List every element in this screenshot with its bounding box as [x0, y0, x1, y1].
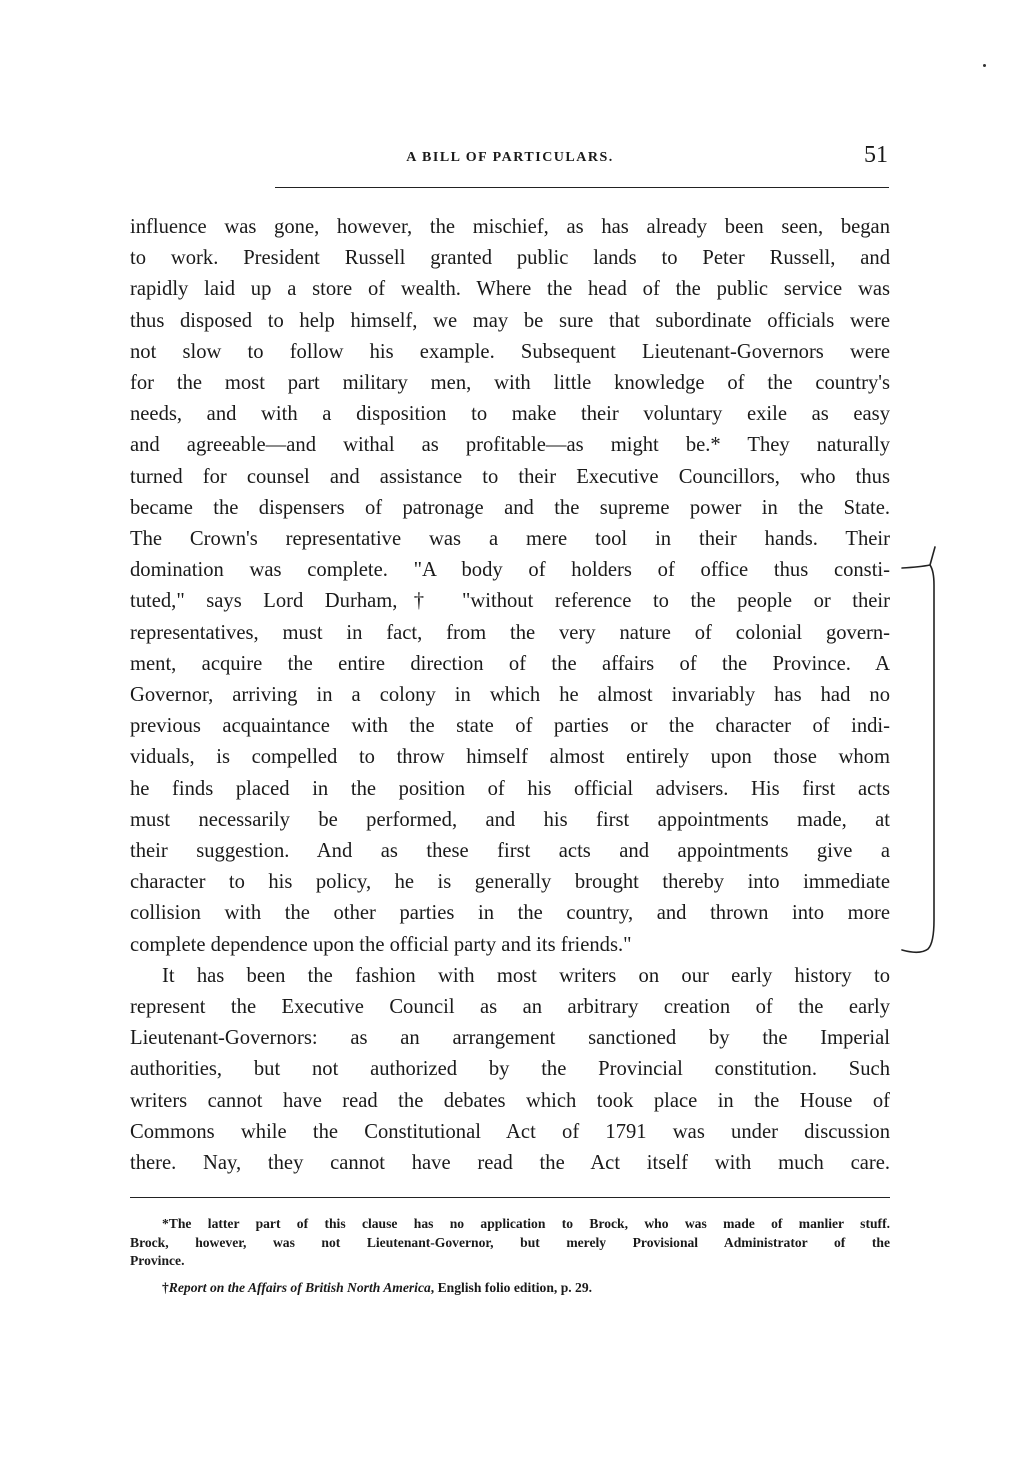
text-line: there. Nay, they cannot have read the Act itself with much care. [130, 1152, 890, 1175]
footnote-rule [130, 1197, 890, 1198]
text-line: Lieutenant-Governors: as an arrangement sanctioned by the Imperial [130, 1027, 890, 1050]
text-line: previous acquaintance with the state of parties or the character of indi- [130, 715, 890, 738]
text-line: authorities, but not authorized by the Provincial constitution. Such [130, 1058, 890, 1081]
text-line: influence was gone, however, the mischief, as has already been seen, began [130, 216, 890, 238]
ink-speck [983, 64, 986, 67]
text-line: their suggestion. And as these first acts and appointments give a [130, 840, 890, 863]
text-line: became the dispensers of patronage and the supreme power in the State. [130, 496, 890, 519]
text-line: represent the Executive Council as an arbitrary creation of the early [130, 996, 890, 1019]
text-line: writers cannot have read the debates which took place in the House of [130, 1089, 890, 1112]
text-line: Commons while the Constitutional Act of 1791 was under discussion [130, 1120, 890, 1143]
text-line: character to his policy, he is generally brought thereby into immediate [130, 871, 890, 894]
paragraph-start-line: It has been the fashion with most writers on our early history to [162, 964, 890, 987]
text-line: to work. President Russell granted public lands to Peter Russell, and [130, 247, 890, 270]
cited-work-title: Report on the Affairs of British North America [168, 1279, 431, 1295]
text-line: tuted," says Lord Durham,† "without reference to the people or their [130, 590, 890, 613]
margin-bracket [900, 545, 960, 965]
text-line: and agreeable—and withal as profitable—as might be.* They naturally [130, 434, 890, 457]
text-line: not slow to follow his example. Subsequent Lieutenant-Governors were [130, 340, 890, 363]
text-line: Governor, arriving in a colony in which he almost invariably has had no [130, 684, 890, 707]
citation-details: , English folio edition, p. 29. [430, 1279, 593, 1295]
footnote-citation [130, 1279, 890, 1298]
running-title: A BILL OF PARTICULARS. [406, 150, 614, 165]
text-line: for the most part military men, with little knowledge of the country's [130, 372, 890, 395]
footnote-line: *The latter part of this clause has no application to Brock, who was made of manlier stuff. [162, 1216, 890, 1231]
text-line: viduals, is compelled to throw himself almost entirely upon those whom [130, 746, 890, 769]
footnote-line: Brock, however, was not Lieutenant-Governor, but merely Provisional Administrator of the [130, 1234, 890, 1250]
text-line: domination was complete. "A body of holders of office thus consti- [130, 559, 890, 582]
text-line: must necessarily be performed, and his first appointments made, at [130, 808, 890, 831]
header-rule [275, 187, 889, 188]
text-line: he finds placed in the position of his official advisers. His first acts [130, 777, 890, 800]
text-line: rapidly laid up a store of wealth. Where the head of the public service was [130, 278, 890, 301]
page-number: 51 [864, 142, 888, 168]
text-line: ment, acquire the entire direction of the affairs of the Province. A [130, 652, 890, 675]
footnotes [130, 1215, 890, 1297]
dagger-mark: † [162, 1279, 169, 1295]
body-text [130, 212, 890, 1179]
text-line: collision with the other parties in the country, and thrown into more [130, 902, 890, 925]
text-line: needs, and with a disposition to make their voluntary exile as easy [130, 403, 890, 426]
text-line: turned for counsel and assistance to their Executive Councillors, who thus [130, 465, 890, 488]
text-line: complete dependence upon the official party and its friends." [130, 933, 632, 956]
text-line: thus disposed to help himself, we may be sure that subordinate officials were [130, 309, 890, 332]
running-head [130, 140, 890, 176]
text-line: The Crown's representative was a mere tool in their hands. Their [130, 528, 890, 551]
text-line: representatives, must in fact, from the very nature of colonial govern- [130, 621, 890, 644]
footnote-line: Province. [130, 1253, 185, 1268]
